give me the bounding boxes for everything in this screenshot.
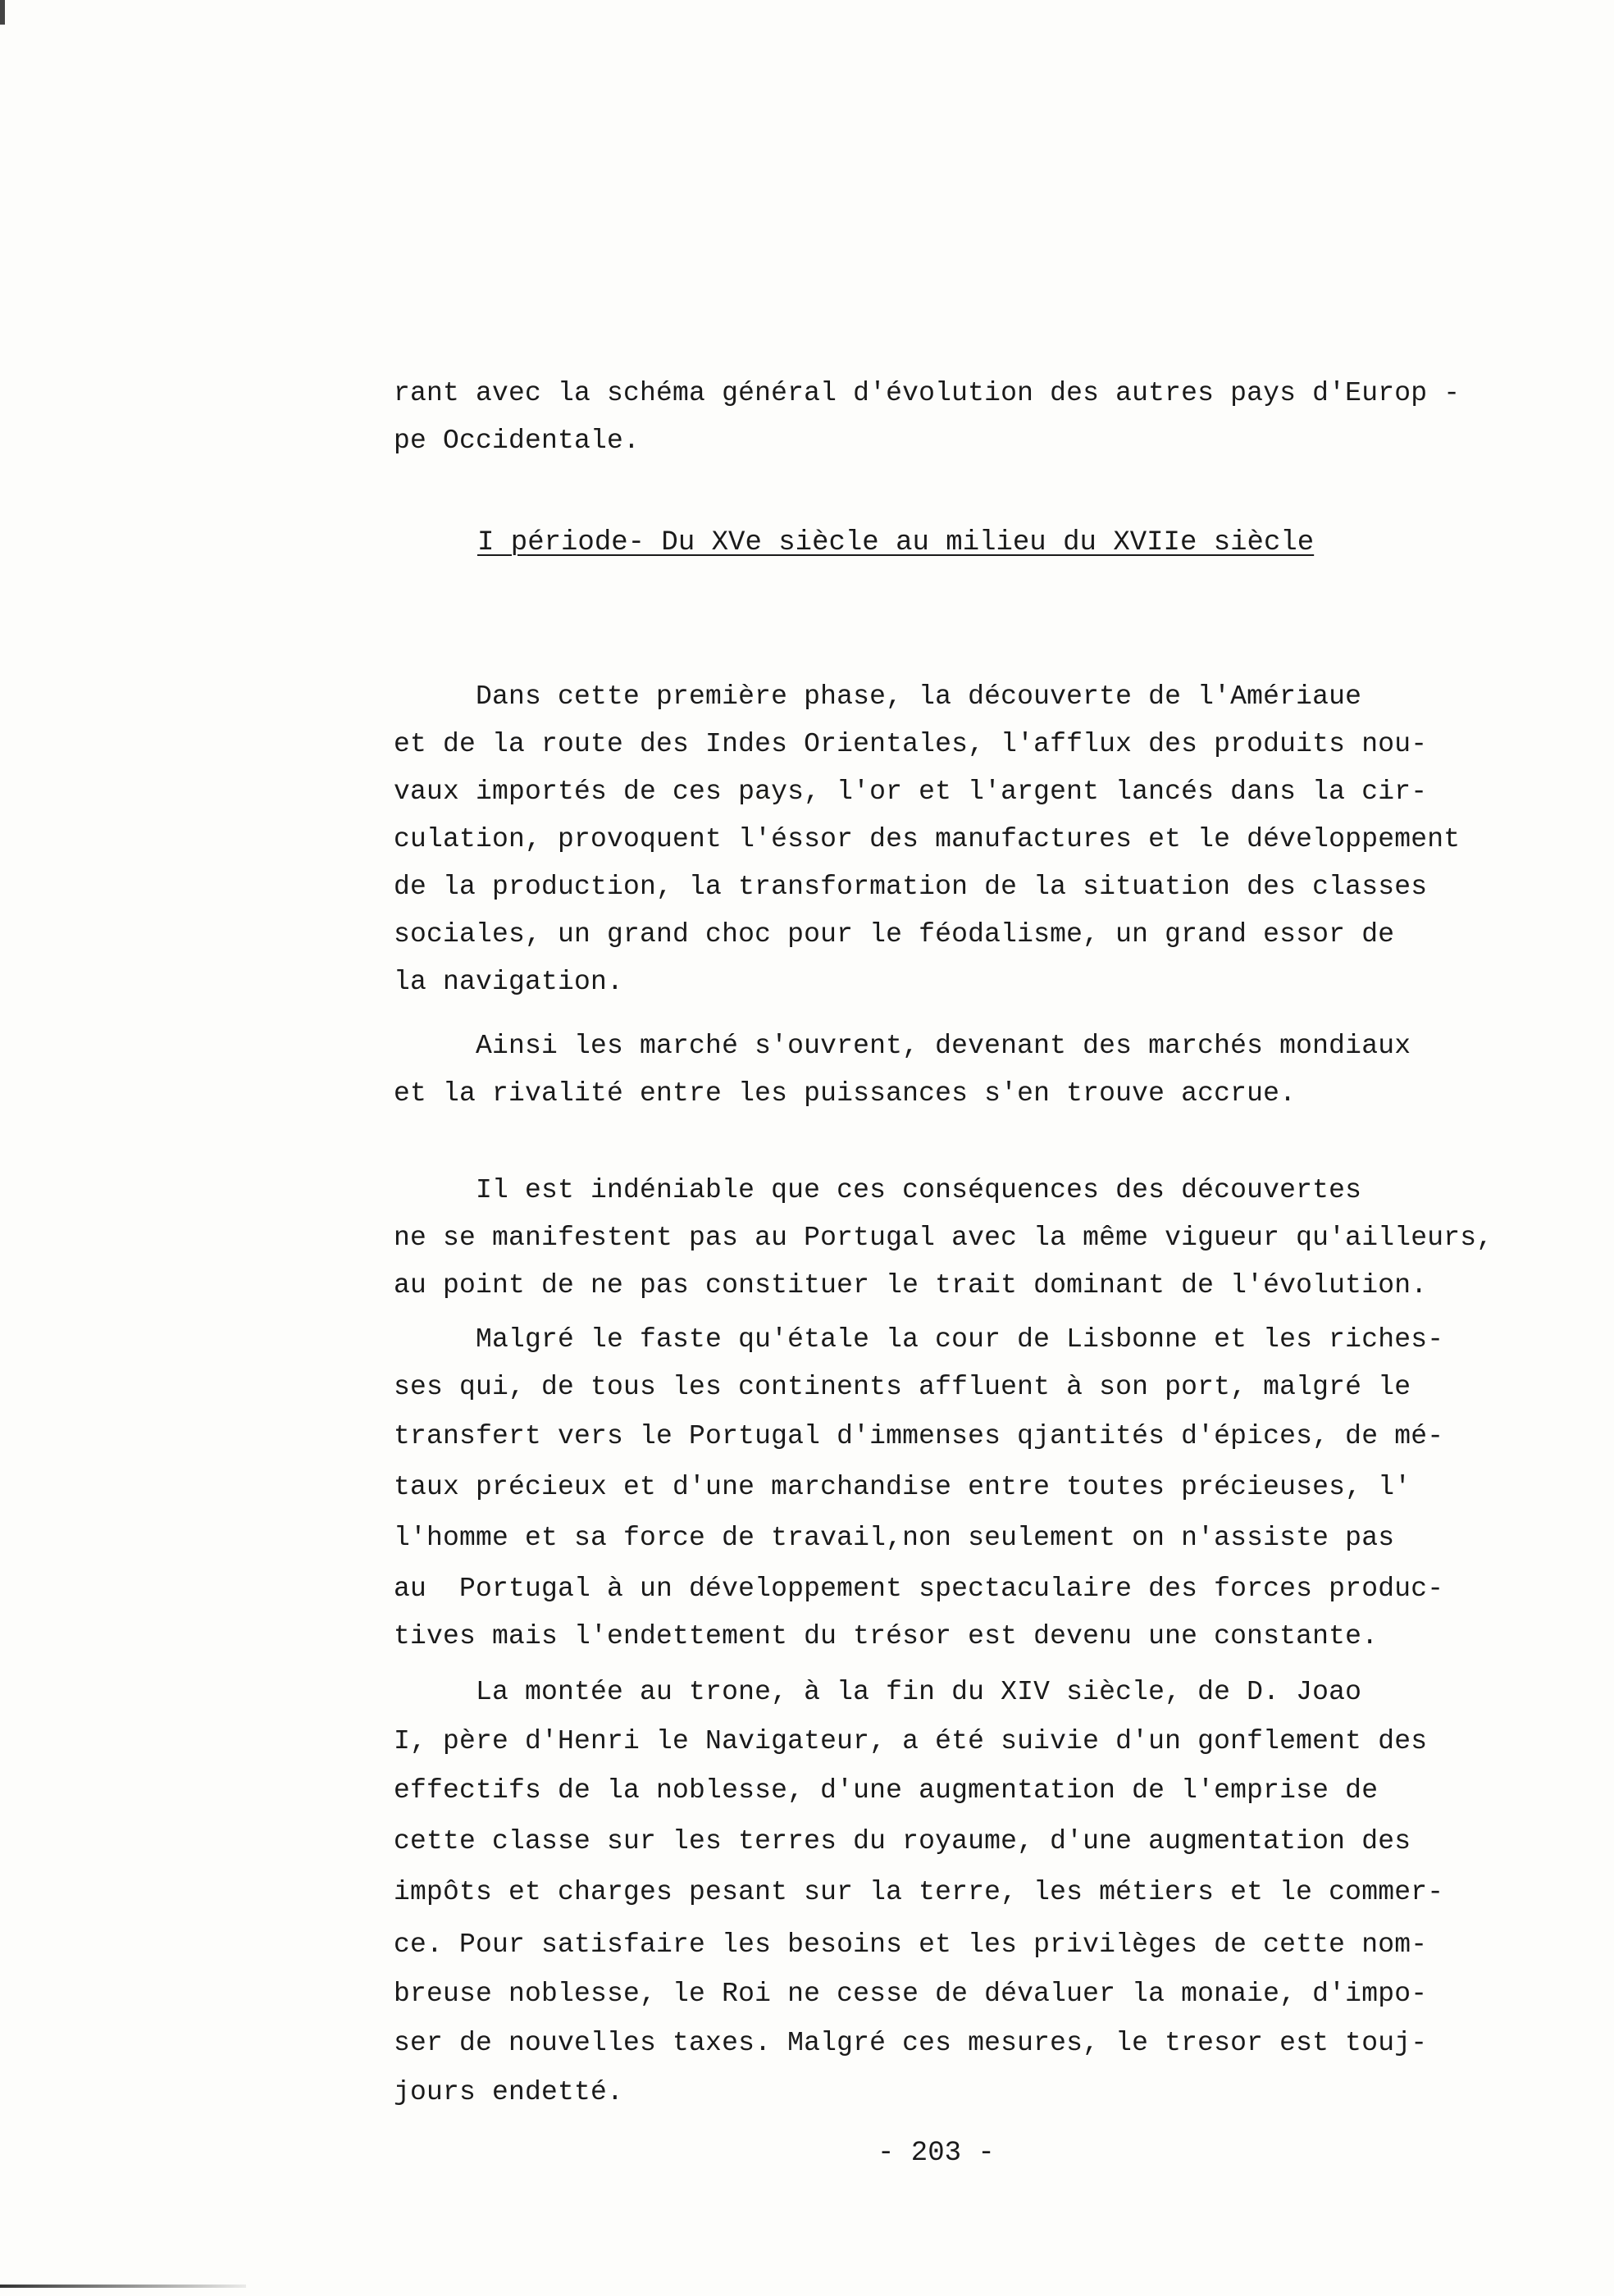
page-number: - 203 -	[878, 2138, 995, 2169]
body-line: ser de nouvelles taxes. Malgré ces mesures, le tresor est touj-	[394, 2028, 1428, 2058]
body-line: impôts et charges pesant sur la terre, les métiers et le commer-	[394, 1877, 1444, 1907]
body-line: ne se manifestent pas au Portugal avec la même vigueur qu'ailleurs,	[394, 1223, 1493, 1253]
body-line: et de la route des Indes Orientales, l'afflux des produits nou-	[394, 729, 1428, 759]
body-line: La montée au trone, à la fin du XIV siècle, de D. Joao	[394, 1677, 1362, 1707]
body-line: jours endetté.	[394, 2077, 624, 2107]
body-line: Il est indéniable que ces conséquences des découvertes	[394, 1175, 1362, 1205]
body-line: vaux importés de ces pays, l'or et l'argent lancés dans la cir-	[394, 777, 1428, 807]
body-line: et la rivalité entre les puissances s'en trouve accrue.	[394, 1078, 1297, 1109]
body-line: transfert vers le Portugal d'immenses qjantités d'épices, de mé-	[394, 1421, 1444, 1451]
intro-line: rant avec la schéma général d'évolution des autres pays d'Europ -	[394, 378, 1461, 408]
body-line: Ainsi les marché s'ouvrent, devenant des marchés mondiaux	[394, 1031, 1411, 1061]
body-line: Dans cette première phase, la découverte de l'Amériaue	[394, 681, 1362, 712]
body-line: au point de ne pas constituer le trait dominant de l'évolution.	[394, 1270, 1428, 1301]
body-line: ce. Pour satisfaire les besoins et les privilèges de cette nom-	[394, 1929, 1428, 1960]
body-line: au Portugal à un développement spectaculaire des forces produc-	[394, 1574, 1444, 1604]
intro-line: pe Occidentale.	[394, 426, 641, 456]
body-line: breuse noblesse, le Roi ne cesse de dévaluer la monaie, d'impo-	[394, 1979, 1428, 2009]
scan-edge-mark	[0, 0, 5, 25]
scan-edge-mark	[0, 2285, 246, 2288]
body-line: culation, provoquent l'éssor des manufactures et le développement	[394, 824, 1461, 854]
body-line: tives mais l'endettement du trésor est devenu une constante.	[394, 1621, 1379, 1651]
body-line: la navigation.	[394, 967, 624, 997]
body-line: de la production, la transformation de la situation des classes	[394, 872, 1428, 902]
body-line: effectifs de la noblesse, d'une augmentation de l'emprise de	[394, 1775, 1379, 1806]
body-line: cette classe sur les terres du royaume, d'une augmentation des	[394, 1826, 1411, 1856]
body-line: sociales, un grand choc pour le féodalisme, un grand essor de	[394, 919, 1395, 950]
section-heading: I période- Du XVe siècle au milieu du XVIIe siècle	[477, 527, 1315, 558]
body-line: Malgré le faste qu'étale la cour de Lisbonne et les riches-	[394, 1324, 1444, 1355]
body-line: l'homme et sa force de travail,non seulement on n'assiste pas	[394, 1523, 1395, 1553]
body-line: ses qui, de tous les continents affluent à son port, malgré le	[394, 1372, 1411, 1402]
body-line: I, père d'Henri le Navigateur, a été suivie d'un gonflement des	[394, 1726, 1428, 1756]
body-line: taux précieux et d'une marchandise entre toutes précieuses, l'	[394, 1472, 1411, 1502]
